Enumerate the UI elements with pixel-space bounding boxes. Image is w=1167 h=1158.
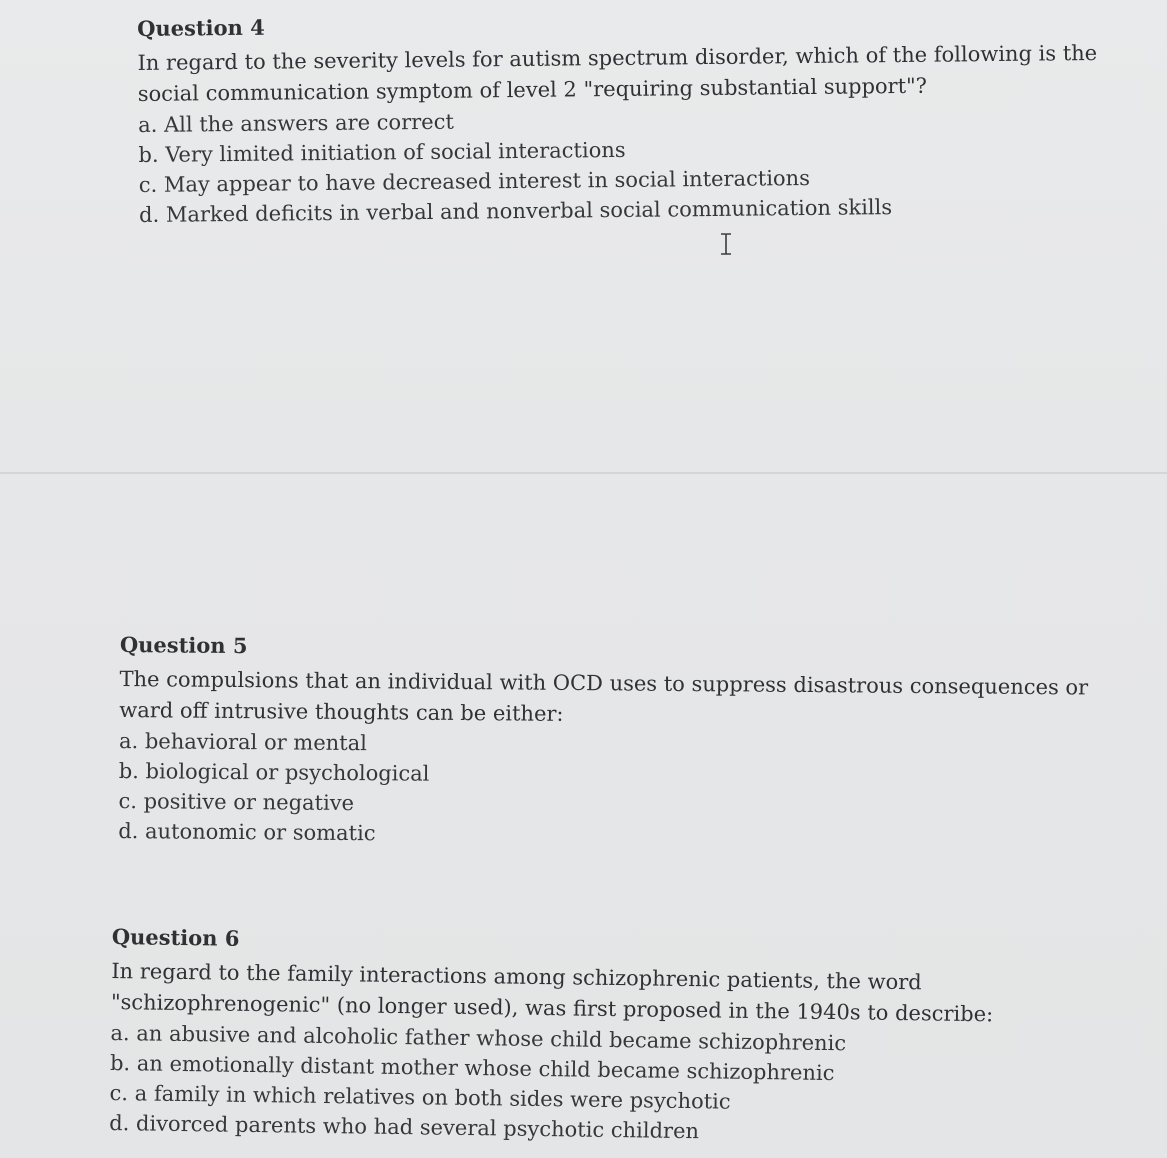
question-title: Question 4	[137, 14, 265, 41]
question-text: In regard to the severity levels for autism spectrum disorder, which of the following is the social communication symptom of level 2 "requiring substantial support"?	[137, 40, 1098, 106]
answer-list	[118, 726, 1089, 854]
question-6	[109, 924, 1102, 1152]
question-4	[137, 6, 1099, 230]
answer-option-c[interactable]: c. positive or negative	[118, 788, 355, 816]
text-cursor-icon	[717, 232, 735, 256]
answer-option-b[interactable]: b. Very limited initiation of social interactions	[138, 137, 626, 167]
section-divider	[0, 472, 1167, 474]
answer-option-b[interactable]: b. biological or psychological	[118, 758, 430, 786]
answer-option-d[interactable]: d. autonomic or somatic	[118, 818, 376, 846]
question-text: The compulsions that an individual with OCD uses to suppress disastrous consequences or ward off intrusive thoughts can be either:	[119, 666, 1089, 726]
question-title: Question 6	[111, 924, 240, 951]
answer-option-a[interactable]: a. All the answers are correct	[138, 109, 454, 137]
answer-option-d[interactable]: d. Marked deficits in verbal and nonverbal social communication skills	[138, 195, 893, 227]
answer-option-c[interactable]: c. May appear to have decreased interest in social interactions	[138, 165, 811, 197]
answer-list	[109, 1018, 1101, 1152]
answer-option-a[interactable]: a. an abusive and alcoholic father whose child became schizophrenic	[110, 1020, 847, 1056]
answer-option-d[interactable]: d. divorced parents who had several psychotic children	[109, 1110, 700, 1144]
answer-option-b[interactable]: b. an emotionally distant mother whose child became schizophrenic	[109, 1050, 835, 1086]
question-title: Question 5	[119, 632, 248, 659]
answer-option-a[interactable]: a. behavioral or mental	[118, 728, 368, 756]
question-text: In regard to the family interactions among schizophrenic patients, the word "schizophrenogenic" (no longer used), was first proposed in the 1940s to describe:	[110, 958, 994, 1027]
answer-list	[138, 100, 1099, 230]
answer-option-c[interactable]: c. a family in which relatives on both sides were psychotic	[109, 1080, 731, 1114]
question-5	[118, 632, 1090, 854]
